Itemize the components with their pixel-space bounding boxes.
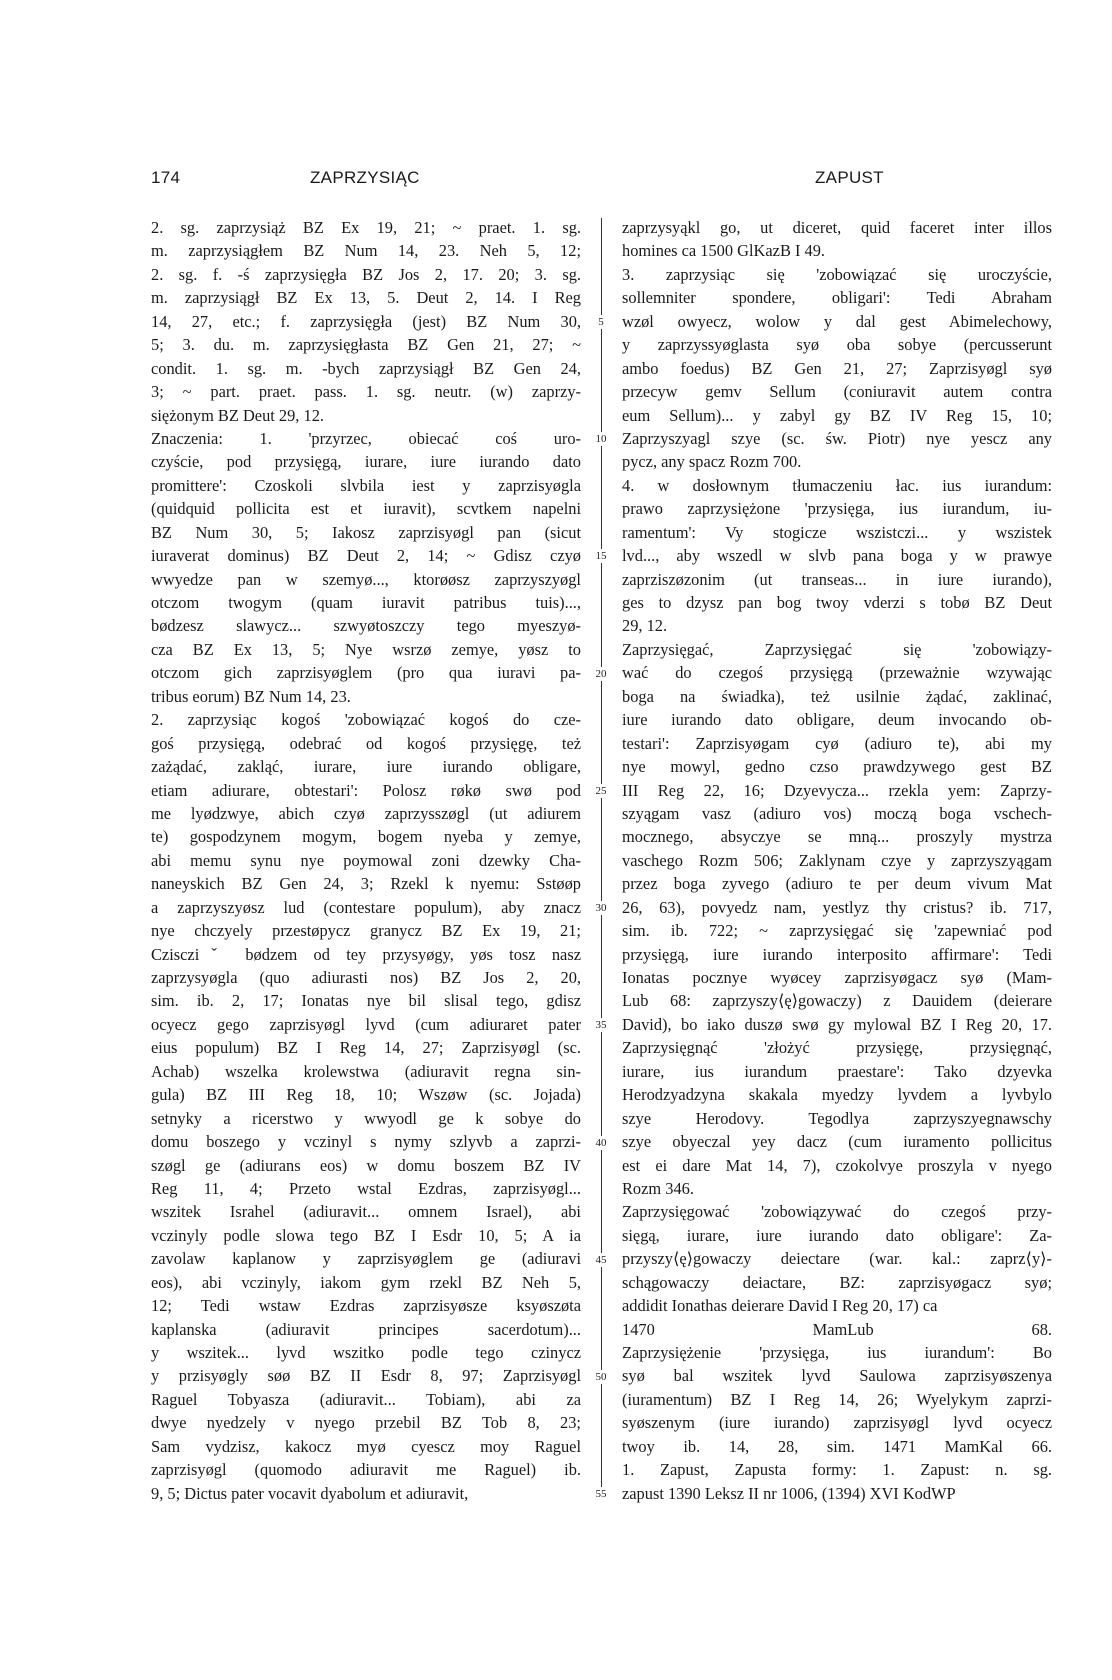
left-running-head: ZAPRZYSIĄC	[310, 168, 420, 187]
line-number: 35	[586, 1018, 616, 1032]
text-line: eos), abi vczinyly, iakom gym rzekl BZ Neh 5,	[151, 1272, 581, 1292]
text-line: zapust 1390 Leksz II nr 1006, (1394) XVI KodWP	[622, 1483, 956, 1503]
text-line: 1470 MamLub 68.	[622, 1319, 1052, 1339]
text-line: a zaprzyszyøsz lud (contestare populum), aby znacz	[151, 897, 581, 917]
text-line: Achab) wszelka krolewstwa (adiuravit regna sin-	[151, 1061, 581, 1081]
text-line: dwye nyedzely v nyego przebil BZ Tob 8, 23;	[151, 1413, 581, 1433]
text-line: pycz, any spacz Rozm 700.	[622, 452, 802, 472]
text-line: przysięgą, iure iurando interposito affirmare': Tedi	[622, 944, 1052, 964]
line-number: 30	[586, 901, 616, 915]
text-line: Zaprzysiężenie 'przysięga, ius iurandum': Bo	[622, 1343, 1052, 1362]
text-line: tribus eorum) BZ Num 14, 23.	[151, 686, 351, 706]
text-line: zaprzysyąkl go, ut diceret, quid faceret inter illos	[622, 218, 1052, 237]
text-line: 29, 12.	[622, 616, 668, 636]
text-line: ramentum': Vy stogicze wszistczi... y wszistek	[622, 522, 1052, 542]
text-line: goś przysięgą, odebrać od kogoś przysięgę, też	[151, 733, 581, 753]
line-number: 20	[586, 667, 616, 681]
line-number: 10	[586, 432, 616, 446]
text-line: 3. zaprzysiąc się 'zobowiązać się uroczyście,	[622, 264, 1052, 284]
text-line: 2. sg. f. -ś zaprzysięgła BZ Jos 2, 17. 20; 3. sg.	[151, 264, 581, 284]
text-line: iurare, ius iurandum praestare': Tako dzyevka	[622, 1061, 1052, 1081]
line-number: 5	[586, 315, 616, 329]
text-line: 14, 27, etc.; f. zaprzysięgła (jest) BZ Num 30,	[151, 311, 581, 331]
text-line: sięgą, iurare, iure iurando dato obligare': Za-	[622, 1225, 1052, 1245]
text-line: m. zaprzysiągłem BZ Num 14, 23. Neh 5, 12;	[151, 241, 581, 261]
line-number: 45	[586, 1253, 616, 1267]
text-line: sim. ib. 2, 17; Ionatas nye bil slisal tego, gdisz	[151, 991, 581, 1011]
text-line: testari': Zaprzisyøgam cyø (adiuro te), abi my	[622, 733, 1052, 753]
text-line: ambo foedus) BZ Gen 21, 27; Zaprzisyøgl syø	[622, 358, 1052, 378]
text-line: 9, 5; Dictus pater vocavit dyabolum et adiuravit,	[151, 1483, 469, 1503]
text-line: wszitek Israhel (adiuravit... omnem Israel), abi	[151, 1202, 581, 1222]
text-line: siężonym BZ Deut 29, 12.	[151, 405, 324, 425]
text-line: Rozm 346.	[622, 1178, 694, 1198]
text-line: abi memu synu nye poymowal zoni dzewky Cha-	[151, 850, 581, 870]
text-line: nye chczyely przestøpycz granycz BZ Ex 19, 21;	[151, 921, 581, 941]
text-line: setnyky a ricerstwo y wwyodl ge k sobye do	[151, 1108, 581, 1128]
text-line: promittere': Czoskoli slvbila iest y zaprzisyøgla	[151, 475, 581, 495]
page-number: 174	[151, 168, 181, 187]
text-line: Cziscziˇ bødzem od tey przysyøgy, yøs tosz nasz	[151, 944, 581, 964]
text-line: est ei dare Mat 14, 7), czokolvye proszyla v nyego	[622, 1155, 1052, 1175]
text-line: 5; 3. du. m. zaprzysięgłasta BZ Gen 21, 27; ~	[151, 335, 581, 355]
text-line: y wszitek... lyvd wszitko podle tego czinycz	[151, 1343, 581, 1362]
text-line: zaprziszøzonim (ut transeas... in iure iurando),	[622, 569, 1052, 589]
text-line: ges to dzysz pan bog twoy vderzi s tobø BZ Deut	[622, 593, 1052, 612]
text-line: szye obyeczal yey dacz (cum iuramento pollicitus	[622, 1132, 1052, 1152]
text-line: zaprzysyøgla (quo adiurasti nos) BZ Jos 2, 20,	[151, 968, 581, 987]
text-line: Herodzyadzyna skakala myedzy lyvdem a lyvbylo	[622, 1085, 1052, 1105]
text-line: me lyødzwye, abich czyø zaprzysszøgl (ut adiurem	[151, 803, 581, 823]
text-line: zaprzisyøgl (quomodo adiuravit me Raguel) ib.	[151, 1460, 581, 1480]
text-line: boga na świadka), też usilnie żądać, zaklinać,	[622, 686, 1052, 706]
text-line: vaschego Rozm 506; Zaklynam czye y zaprzyszyągam	[622, 850, 1052, 870]
text-line: szøgl ge (adiurans eos) w domu boszem BZ IV	[151, 1155, 581, 1175]
text-line: te) gospodzynem mogym, bogem nyeba y zemye,	[151, 827, 581, 847]
text-line: naneyskich BZ Gen 24, 3; Rzekl k nyemu: Sstøøp	[151, 874, 581, 894]
text-line: 26, 63), povyedz nam, yestlyz thy cristus? ib. 717,	[622, 897, 1052, 917]
text-line: 3; ~ part. praet. pass. 1. sg. neutr. (w) zaprzy-	[151, 382, 581, 402]
column-divider	[601, 218, 602, 1494]
text-line: domu boszego y vczinyl s nymy szlyvb a zaprzi-	[151, 1132, 581, 1152]
text-line: BZ Num 30, 5; Iakosz zaprzisyøgl pan (sicut	[151, 522, 581, 542]
text-line: Zaprzysięgować 'zobowiązywać do czegoś przy-	[622, 1202, 1052, 1222]
line-number: 55	[586, 1487, 616, 1501]
text-line: bødzesz slawycz... szwyøtoszczy tego myeszyø-	[151, 616, 581, 636]
text-line: przez boga zyvego (adiuro te per deum vivum Mat	[622, 874, 1052, 894]
text-line: szye Herodovy. Tegodlya zaprzyszyegnawschy	[622, 1108, 1052, 1128]
text-line: eum Sellum)... y zabyl gy BZ IV Reg 15, 10;	[622, 405, 1052, 425]
text-line: addidit Ionathas deierare David I Reg 20, 17) ca	[622, 1296, 938, 1316]
right-running-head: ZAPUST	[815, 168, 884, 187]
line-number: 40	[586, 1136, 616, 1150]
text-line: czyście, pod przysięgą, iurare, iure iurando dato	[151, 452, 581, 472]
text-line: m. zaprzysiągł BZ Ex 13, 5. Deut 2, 14. I Reg	[151, 288, 581, 308]
text-line: Zaprzysięgnąć 'złożyć przysięgę, przysięgnąć,	[622, 1038, 1052, 1058]
text-line: Reg 11, 4; Przeto wstal Ezdras, zaprzisyøgl...	[151, 1178, 581, 1198]
text-line: vczinyly podle slowa tego BZ I Esdr 10, 5; A ia	[151, 1225, 581, 1245]
text-line: David), bo iako duszø swø gy mylowal BZ I Reg 20, 17.	[622, 1014, 1052, 1034]
text-line: gula) BZ III Reg 18, 10; Wszøw (sc. Jojada)	[151, 1085, 581, 1105]
text-line: 2. sg. zaprzysiąż BZ Ex 19, 21; ~ praet. 1. sg.	[151, 218, 581, 237]
text-line: prawo zaprzysiężone 'przysięga, ius iurandum, iu-	[622, 499, 1052, 519]
text-line: y zaprzyssyøglasta syø oba sobye (percusserunt	[622, 335, 1052, 355]
text-line: zavolaw kaplanow y zaprzisyøglem ge (adiuravi	[151, 1249, 581, 1269]
text-line: y przisyøgly søø BZ II Esdr 8, 97; Zaprzisyøgl	[151, 1366, 581, 1386]
text-line: twoy ib. 14, 28, sim. 1471 MamKal 66.	[622, 1436, 1052, 1456]
text-line: wzøl owyecz, wolow y dal gest Abimelechowy,	[622, 311, 1052, 331]
text-line: Ionatas pocznye wyøcey zaprzisyøgacz syø (Mam-	[622, 968, 1052, 987]
line-number: 15	[586, 549, 616, 563]
text-line: sim. ib. 722; ~ zaprzysięgać się 'zapewniać pod	[622, 921, 1052, 941]
text-line: przyszy⟨ę⟩gowaczy deiectare (war. kal.: zaprz⟨y⟩-	[622, 1249, 1052, 1269]
line-number: 50	[586, 1370, 616, 1384]
text-line: sollemniter spondere, obligari': Tedi Abraham	[622, 288, 1052, 308]
text-line: 1. Zapust, Zapusta formy: 1. Zapust: n. sg.	[622, 1460, 1052, 1480]
text-line: 12; Tedi wstaw Ezdras zaprzisyøsze ksyøszøta	[151, 1296, 581, 1316]
text-line: zażądać, zakląć, iurare, iure iurando obligare,	[151, 757, 581, 777]
text-line: syø bal wszitek lyvd Saulowa zaprzisyøszenya	[622, 1366, 1052, 1386]
right-column	[622, 216, 1052, 1505]
text-line: ocyecz gego zaprzisyøgl lyvd (cum adiuraret pater	[151, 1014, 581, 1034]
text-line: wwyedze pan w szemyø..., ktorøøsz zaprzyszyøgl	[151, 569, 581, 589]
text-line: III Reg 22, 16; Dzyevycza... rzekla yem: Zaprzy-	[622, 780, 1052, 800]
text-line: Lub 68: zaprzyszy⟨ę⟩gowaczy) z Dauidem (deierare	[622, 991, 1052, 1011]
text-line: nye mowyl, gedno czso prawdzywego gest BZ	[622, 757, 1052, 777]
text-line: Zaprzyszyagl szye (sc. św. Piotr) nye yescz any	[622, 428, 1052, 448]
text-line: Raguel Tobyasza (adiuravit... Tobiam), abi za	[151, 1389, 581, 1409]
text-line: condit. 1. sg. m. -bych zaprzysiągł BZ Gen 24,	[151, 358, 581, 378]
text-line: kaplanska (adiuravit principes sacerdotum)...	[151, 1319, 581, 1339]
text-line: Zaprzysięgać, Zaprzysięgać się 'zobowiązy-	[622, 639, 1052, 659]
text-line: homines ca 1500 GlKazB I 49.	[622, 241, 826, 261]
text-line: (iuramentum) BZ I Reg 14, 26; Wyelykym zaprzi-	[622, 1389, 1052, 1409]
text-line: cza BZ Ex 13, 5; Nye wsrzø zemye, yøsz to	[151, 639, 581, 659]
text-line: lvd..., aby wszedl w slvb pana boga y w prawye	[622, 546, 1052, 566]
line-number: 25	[586, 784, 616, 798]
text-line: eius populum) BZ I Reg 14, 27; Zaprzisyøgl (sc.	[151, 1038, 581, 1058]
text-line: iure iurando dato obligare, deum invocando ob-	[622, 710, 1052, 730]
text-line: syøszenym (iure iurando) zaprzisyøgl lyvd ocyecz	[622, 1413, 1052, 1433]
text-line: Znaczenia: 1. 'przyrzec, obiecać coś uro-	[151, 428, 581, 448]
text-line: iuraverat dominus) BZ Deut 2, 14; ~ Gdisz czyø	[151, 546, 581, 566]
text-line: (quidquid pollicita est et iuravit), scvtkem napelni	[151, 499, 581, 519]
text-line: 4. w dosłownym tłumaczeniu łac. ius iurandum:	[622, 475, 1052, 495]
text-line: Sam vydzisz, kakocz myø cyescz moy Raguel	[151, 1436, 581, 1456]
text-line: schągowaczy deiactare, BZ: zaprzisyøgacz syø;	[622, 1272, 1052, 1292]
text-line: otczom gich zaprzisyøglem (pro qua iuravi pa-	[151, 663, 581, 683]
text-line: szyągam vasz (adiuro vos) moczą boga vschech-	[622, 803, 1052, 823]
left-column	[151, 216, 581, 1505]
text-line: otczom twogym (quam iuravit patribus tuis)...,	[151, 593, 581, 612]
text-line: wać do czegoś przysięgą (przeważnie wzywając	[622, 663, 1052, 683]
text-line: etiam adiurare, obtestari': Polosz røkø swø pod	[151, 780, 581, 800]
text-line: przecyw gemv Sellum (coniuravit autem contra	[622, 382, 1052, 402]
text-line: mocznego, absyczye se mną... proszyly mystrza	[622, 827, 1052, 847]
text-line: 2. zaprzysiąc kogoś 'zobowiązać kogoś do cze-	[151, 710, 581, 730]
